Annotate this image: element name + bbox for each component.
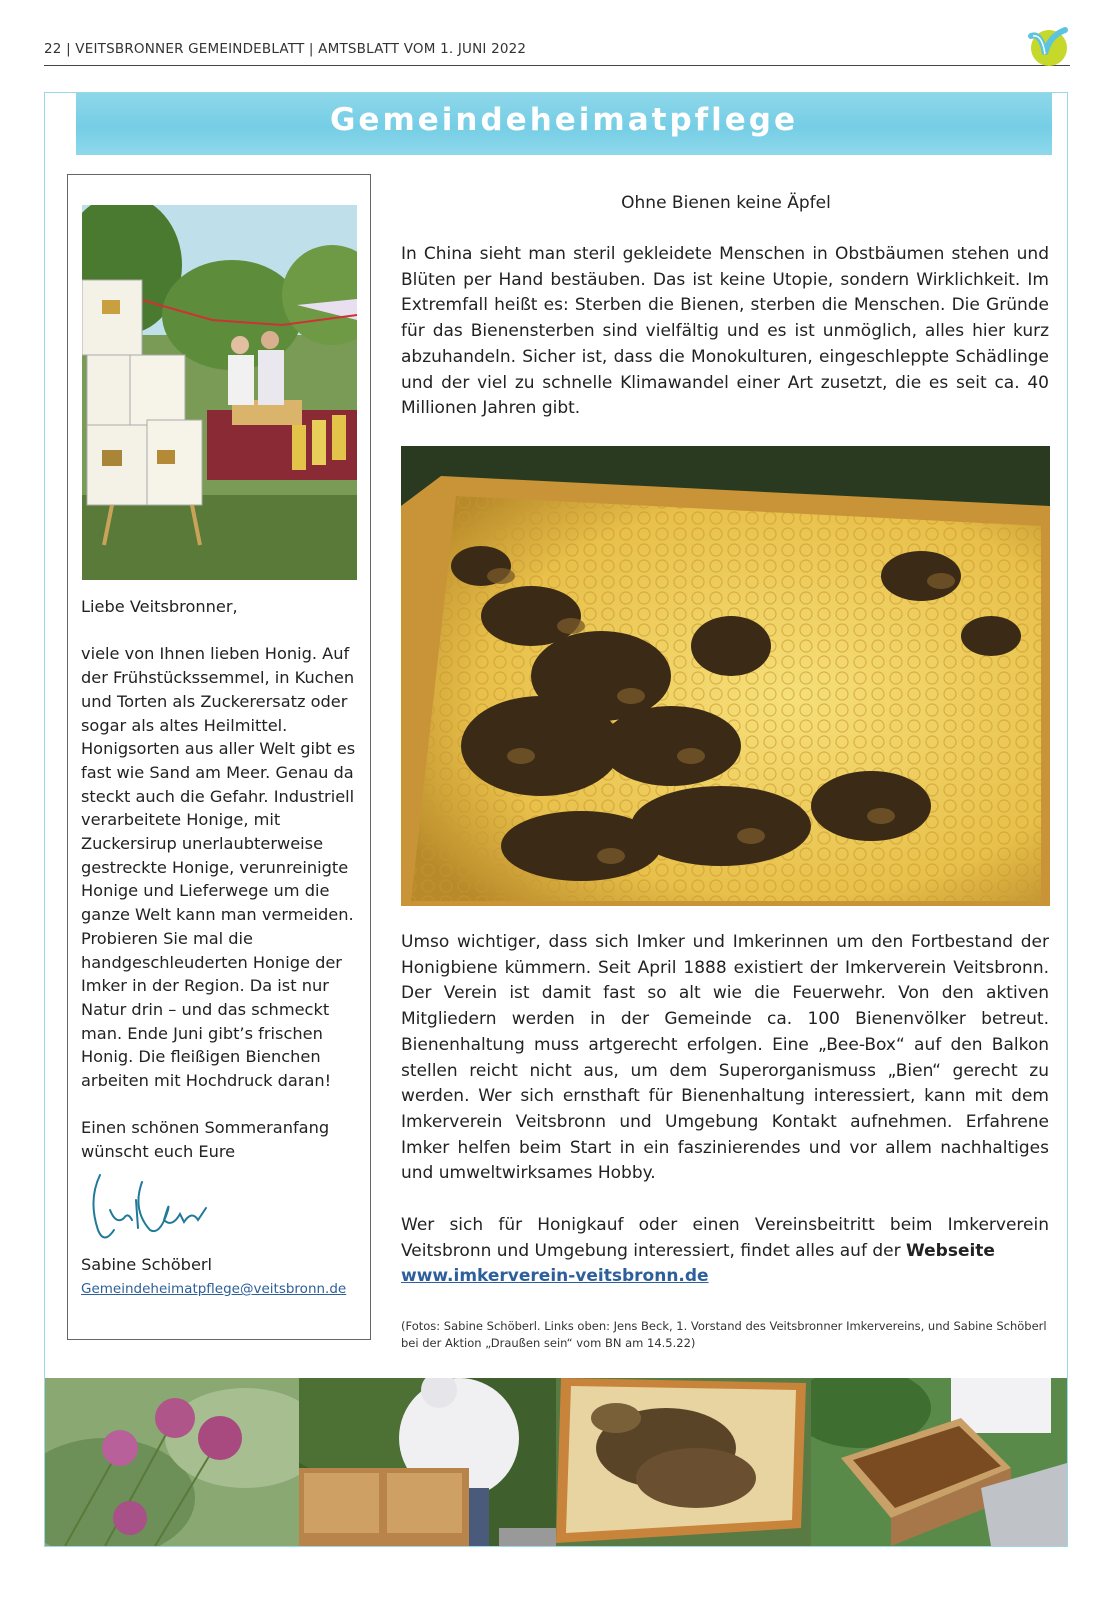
handwritten-signature: [80, 1170, 220, 1260]
sidebar-box: [67, 174, 371, 1340]
paragraph-3-text: Wer sich für Honigkauf oder einen Vereinsbeitritt beim Imkerverein Veitsbronn und Umgebung interessiert, findet alles auf der: [401, 1215, 1049, 1261]
signature-name: Sabine Schöberl: [81, 1255, 213, 1274]
info-stand-photo: [82, 205, 357, 580]
photo-strip: [45, 1378, 1067, 1546]
article-paragraph-1: In China sieht man steril gekleidete Menschen in Obstbäumen stehen und Blüten per Hand bestäuben. Das ist keine Utopie, sondern Wirklichkeit. Im Extremfall heißt es: Sterben die Bienen, sterben die Menschen. Die Gründe für das Bienensterben sind vielfältig und es ist unmöglich, alles hier kurz abzuhandeln. Sicher ist, dass die Monokulturen, eingeschleppte Schädlinge und der viel zu schnelle Klimawandel einer Art zusetzt, die es seit ca. 40 Millionen Jahren gibt.: [401, 244, 1049, 419]
sidebar-letter: [81, 595, 366, 1164]
closing-line-2: wünscht euch Eure: [81, 1142, 236, 1162]
letter-body: viele von Ihnen lieben Honig. Auf der Frühstückssemmel, in Kuchen und Torten als Zuckerersatz oder sogar als altes Heilmittel. Honigsorten aus aller Welt gibt es fast wie Sand am Meer. Genau da steckt auch die Gefahr. Industriell verarbeitete Honige, mit Zuckersirup unerlaubterweise gestreckte Honige, verunreinigte Honige und Lieferwege um die ganze Welt kann man vermeiden. Probieren Sie mal die handgeschleuderten Honige der Imker in der Region. Da ist nur Natur drin – und das schmeckt man. Ende Juni gibt’s frischen Honig. Die fleißigen Bienchen arbeiten mit Hochdruck daran!: [81, 644, 356, 1091]
article-title: Ohne Bienen keine Äpfel: [621, 193, 831, 213]
veitsbronn-logo-icon: [1025, 24, 1069, 68]
bee-frame-photo: [556, 1378, 811, 1546]
section-banner: [76, 93, 1052, 155]
article-paragraph-3: [401, 1213, 1049, 1290]
header-text: 22 | VEITSBRONNER GEMEINDEBLATT | AMTSBLATT VOM 1. JUNI 2022: [44, 41, 527, 57]
closing-line-1: Einen schönen Sommeranfang: [81, 1118, 330, 1138]
honeycomb-with-bees-photo: [401, 446, 1050, 906]
greeting: Liebe Veitsbronner,: [81, 597, 238, 616]
page-header: [44, 40, 1070, 66]
photo-caption: (Fotos: Sabine Schöberl. Links oben: Jens Beck, 1. Vorstand des Veitsbronner Imkervereins, und Sabine Schöberl bei der Aktion „Draußen sein“ vom BN am 14.5.22): [401, 1319, 1047, 1350]
email-link[interactable]: Gemeindeheimatpflege@veitsbronn.de: [81, 1281, 347, 1297]
beekeeper-at-hives-photo: [299, 1378, 556, 1546]
webseite-label: Webseite: [905, 1240, 995, 1261]
allium-flowers-photo: [45, 1378, 299, 1546]
article-paragraph-2: Umso wichtiger, dass sich Imker und Imkerinnen um den Fortbestand der Honigbiene kümmern. Seit April 1888 existiert der Imkerverein Veitsbronn. Der Verein ist damit fast so alt wie die Feuerwehr. Von den aktiven Mitgliedern werden in der Gemeinde ca. 100 Bienenvölker betreut. Bienenhaltung muss artgerecht erfolgen. Eine „Bee-Box“ auf den Balkon stellen reicht nicht aus, um dem Superorganismuss „Bien“ gerecht zu werden. Wer sich ernsthaft für Bienenhaltung interessiert, kann mit dem Imkerverein Veitsbronn und Umgebung Kontakt aufnehmen. Erfahrene Imker helfen beim Start in ein faszinierendes und vor allem nachhaltiges und umweltwirksames Hobby.: [401, 932, 1049, 1184]
hive-box-photo: [811, 1378, 1067, 1546]
banner-title: Gemeindeheimatpflege: [329, 102, 798, 138]
website-link[interactable]: www.imkerverein-veitsbronn.de: [401, 1266, 709, 1287]
